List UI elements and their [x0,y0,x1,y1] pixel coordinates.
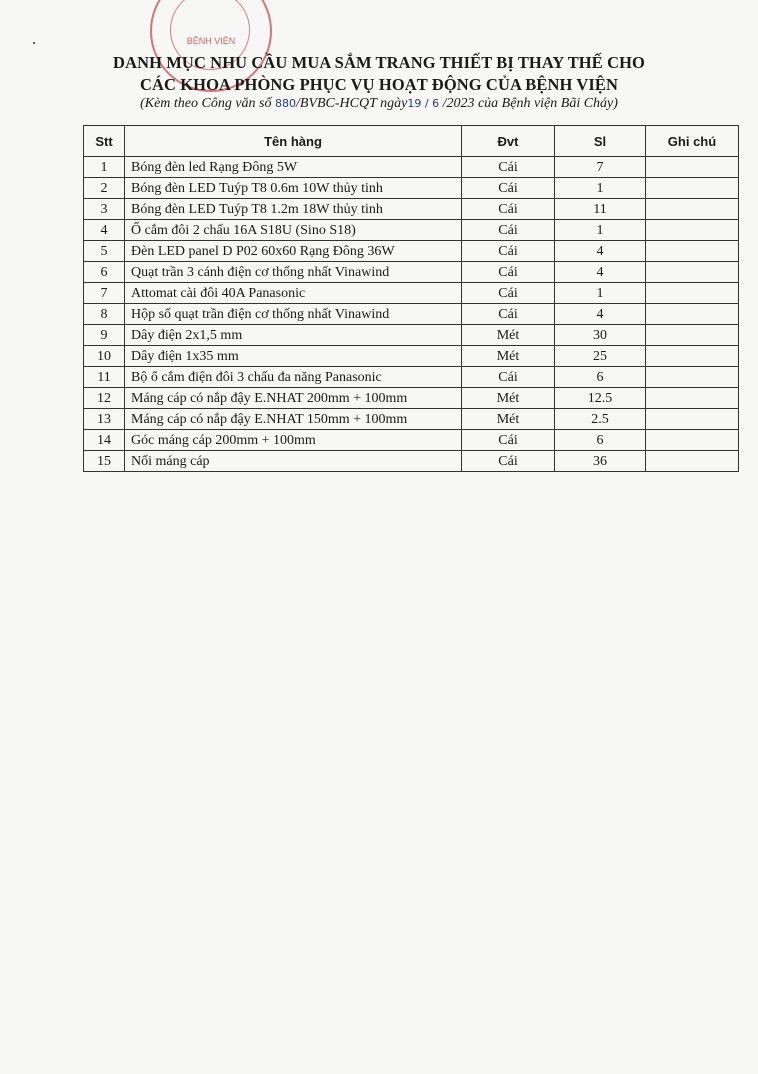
table-row [84,199,739,220]
cell-name: Bóng đèn led Rạng Đông 5W [125,157,462,178]
cell-unit: Cái [462,430,555,451]
cell-unit: Cái [462,241,555,262]
document-title-line-2: CÁC KHOA PHÒNG PHỤC VỤ HOẠT ĐỘNG CỦA BỆNH VIỆN [139,75,619,94]
cell-qty: 6 [555,430,646,451]
cell-name: Nối máng cáp [125,451,462,472]
table-row [84,304,739,325]
document-subtitle [0,96,758,112]
cell-stt: 8 [84,304,125,325]
cell-name: Máng cáp có nắp đậy E.NHAT 200mm + 100mm [125,388,462,409]
col-header-qty: Sl [555,126,646,157]
table-header-row [84,126,739,157]
cell-stt: 12 [84,388,125,409]
table-row [84,220,739,241]
cell-qty: 2.5 [555,409,646,430]
cell-qty: 36 [555,451,646,472]
cell-note [646,178,739,199]
cell-unit: Cái [462,367,555,388]
cell-qty: 4 [555,241,646,262]
table-body [84,157,739,472]
cell-note [646,157,739,178]
cell-stt: 15 [84,451,125,472]
cell-unit: Mét [462,346,555,367]
subtitle-mid: /BVBC-HCQT ngày [296,96,408,111]
cell-stt: 6 [84,262,125,283]
table-row [84,283,739,304]
cell-name: Máng cáp có nắp đậy E.NHAT 150mm + 100mm [125,409,462,430]
col-header-note: Ghi chú [646,126,739,157]
handwritten-doc-number: 880 [275,97,297,110]
cell-unit: Cái [462,283,555,304]
cell-name: Ổ cắm đôi 2 chấu 16A S18U (Sino S18) [125,220,462,241]
cell-note [646,367,739,388]
cell-stt: 3 [84,199,125,220]
cell-stt: 11 [84,367,125,388]
cell-qty: 4 [555,304,646,325]
cell-note [646,409,739,430]
table-row [84,430,739,451]
cell-stt: 2 [84,178,125,199]
cell-note [646,220,739,241]
col-header-name: Tên hàng [125,126,462,157]
subtitle-before: (Kèm theo Công văn số [140,96,276,111]
cell-note [646,388,739,409]
table-row [84,346,739,367]
table-row [84,367,739,388]
cell-note [646,199,739,220]
cell-stt: 5 [84,241,125,262]
cell-stt: 7 [84,283,125,304]
cell-name: Attomat cài đôi 40A Panasonic [125,283,462,304]
cell-name: Dây điện 2x1,5 mm [125,325,462,346]
cell-name: Bóng đèn LED Tuýp T8 1.2m 18W thủy tinh [125,199,462,220]
seal-text: BỆNH VIỆN [186,36,236,46]
cell-unit: Cái [462,157,555,178]
cell-note [646,346,739,367]
cell-unit: Cái [462,451,555,472]
table-row [84,262,739,283]
cell-qty: 6 [555,367,646,388]
cell-note [646,304,739,325]
table-row [84,451,739,472]
cell-unit: Cái [462,178,555,199]
cell-qty: 11 [555,199,646,220]
cell-name: Góc máng cáp 200mm + 100mm [125,430,462,451]
col-header-stt: Stt [84,126,125,157]
equipment-table [83,125,739,472]
cell-unit: Cái [462,220,555,241]
cell-unit: Mét [462,388,555,409]
cell-note [646,451,739,472]
table-row [84,241,739,262]
cell-unit: Mét [462,325,555,346]
cell-stt: 4 [84,220,125,241]
document-title-line-1: DANH MỤC NHU CẦU MUA SẮM TRANG THIẾT BỊ THAY THẾ CHO [113,53,645,72]
cell-unit: Cái [462,262,555,283]
cell-unit: Cái [462,199,555,220]
cell-qty: 12.5 [555,388,646,409]
cell-qty: 4 [555,262,646,283]
ink-dot [33,42,35,44]
cell-stt: 9 [84,325,125,346]
cell-qty: 25 [555,346,646,367]
cell-stt: 13 [84,409,125,430]
handwritten-date: 19 / 6 [407,97,440,110]
col-header-unit: Đvt [462,126,555,157]
table-row [84,157,739,178]
cell-stt: 10 [84,346,125,367]
cell-qty: 1 [555,178,646,199]
table-row [84,178,739,199]
cell-qty: 1 [555,220,646,241]
cell-qty: 7 [555,157,646,178]
cell-note [646,262,739,283]
cell-name: Bóng đèn LED Tuýp T8 0.6m 10W thủy tinh [125,178,462,199]
cell-unit: Mét [462,409,555,430]
cell-name: Quạt trần 3 cánh điện cơ thống nhất Vinawind [125,262,462,283]
cell-note [646,241,739,262]
cell-name: Đèn LED panel D P02 60x60 Rạng Đông 36W [125,241,462,262]
table-row [84,325,739,346]
cell-unit: Cái [462,304,555,325]
subtitle-after: /2023 của Bệnh viện Bãi Cháy) [439,96,618,111]
cell-note [646,283,739,304]
table-row [84,388,739,409]
cell-note [646,325,739,346]
cell-qty: 1 [555,283,646,304]
cell-name: Dây điện 1x35 mm [125,346,462,367]
cell-name: Hộp số quạt trần điện cơ thống nhất Vinawind [125,304,462,325]
cell-stt: 14 [84,430,125,451]
cell-qty: 30 [555,325,646,346]
cell-stt: 1 [84,157,125,178]
cell-name: Bộ ổ cắm điện đôi 3 chấu đa năng Panasonic [125,367,462,388]
cell-note [646,430,739,451]
table-row [84,409,739,430]
